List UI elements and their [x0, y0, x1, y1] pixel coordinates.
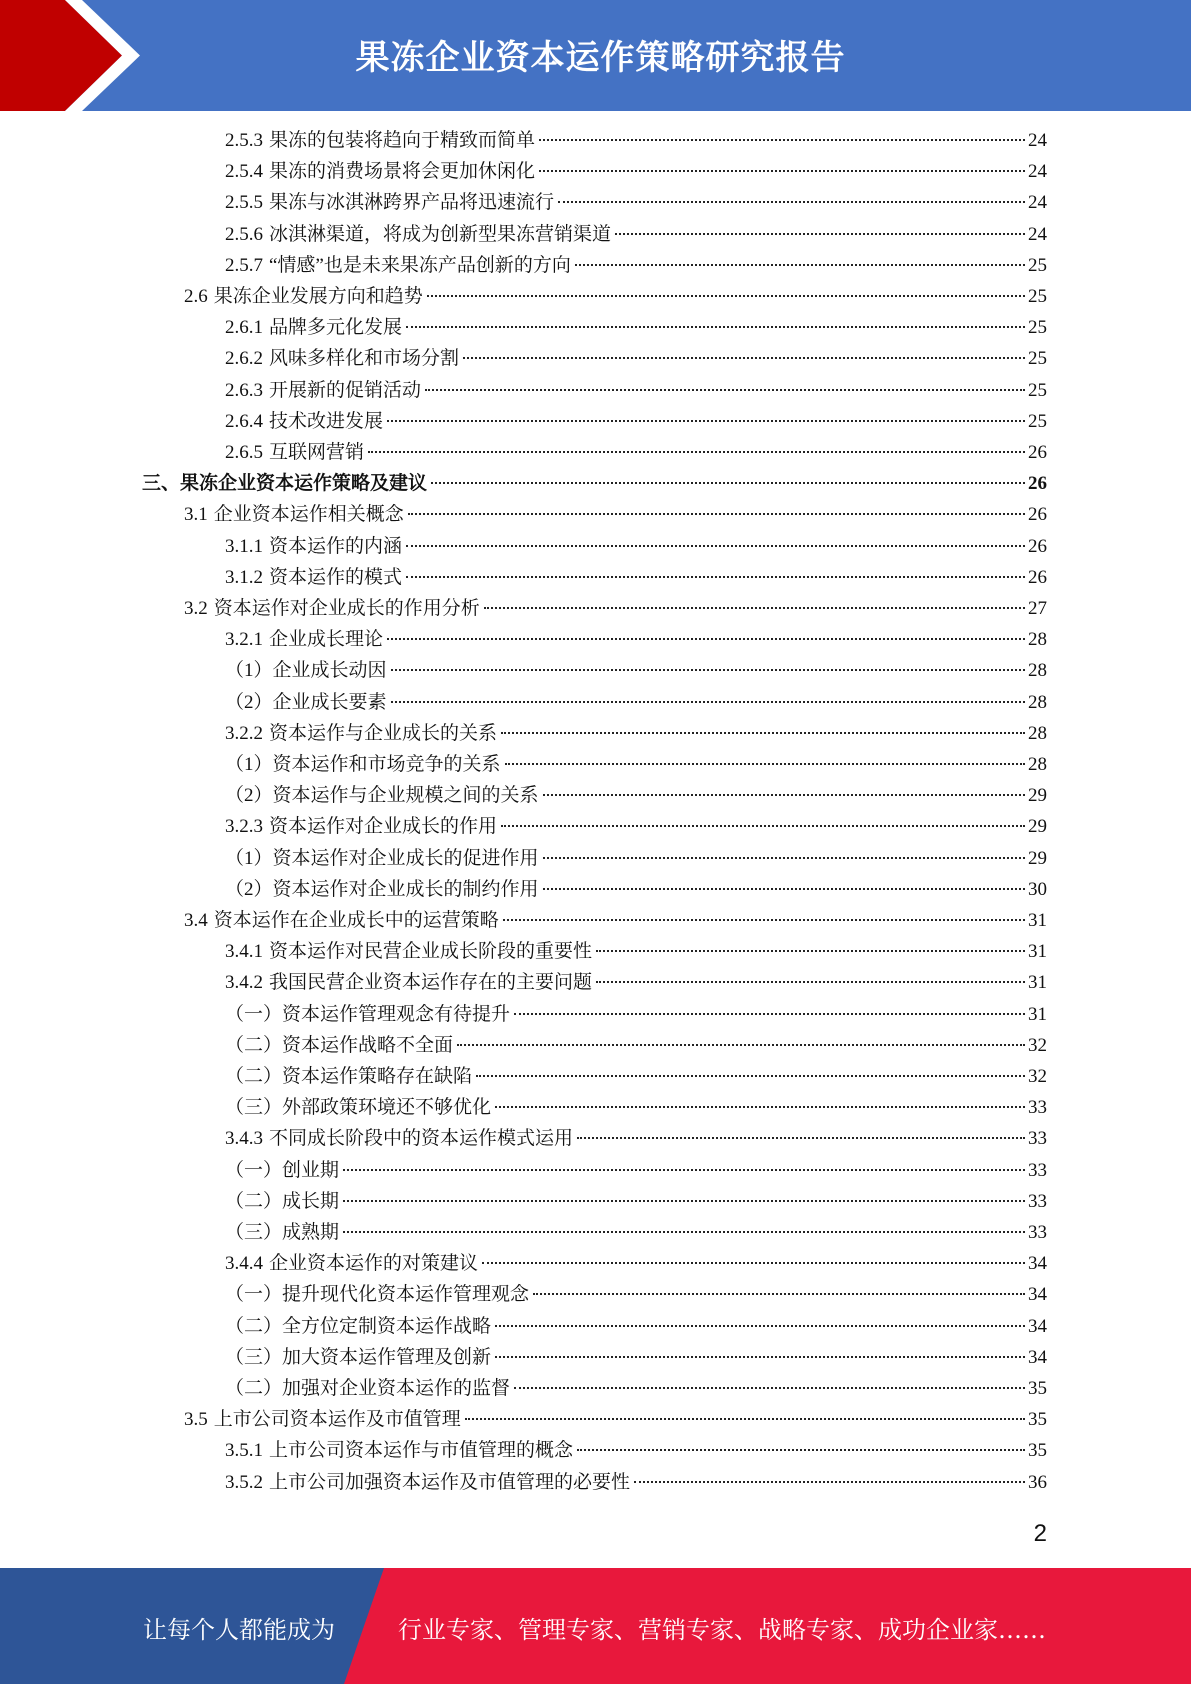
toc-entry-page: 24 [1028, 161, 1047, 183]
toc-entry-title: 资本运作对民营企业成长阶段的重要性 [269, 941, 593, 963]
toc-entry-page: 33 [1028, 1097, 1047, 1119]
toc-entry-title: 风味多样化和市场分割 [269, 348, 460, 370]
toc-dot-leader [514, 1013, 1025, 1015]
toc-entry[interactable] [225, 1095, 1047, 1121]
toc-entry-title: 上市公司加强资本运作及市值管理的必要性 [269, 1471, 631, 1493]
toc-entry-title: 企业资本运作相关概念 [213, 504, 404, 526]
toc-entry-number: 3.2.3 [225, 816, 263, 838]
footer-slogan-left: 让每个人都能成为 [143, 1616, 335, 1644]
toc-dot-leader [406, 326, 1025, 328]
toc-entry-title: 资本运作的模式 [269, 566, 403, 588]
toc-entry-title: 企业成长理论 [269, 629, 384, 651]
toc-dot-leader [495, 1356, 1025, 1358]
toc-entry-page: 26 [1028, 535, 1047, 557]
toc-dot-leader [634, 1481, 1025, 1483]
toc-entry-number: 3.4 [184, 910, 208, 931]
toc-entry-page: 25 [1028, 410, 1047, 432]
toc-entry-page: 25 [1028, 254, 1047, 276]
toc-entry[interactable] [225, 939, 1047, 965]
toc-entry-title: （二）资本运作策略存在缺陷 [225, 1066, 473, 1087]
toc-entry[interactable] [225, 159, 1047, 185]
toc-entry-page: 25 [1028, 317, 1047, 339]
toc-entry-number: 2.5.3 [225, 130, 263, 151]
toc-entry[interactable] [225, 1064, 1047, 1090]
toc-entry-page: 31 [1028, 1003, 1047, 1025]
toc-dot-leader [482, 1262, 1025, 1264]
toc-dot-leader [465, 1418, 1025, 1420]
toc-dot-leader [539, 139, 1025, 141]
toc-entry[interactable] [225, 1251, 1047, 1277]
toc-entry-page: 25 [1028, 286, 1047, 307]
toc-dot-leader [543, 888, 1025, 890]
toc-dot-leader [457, 1044, 1025, 1046]
toc-entry-page: 31 [1028, 910, 1047, 931]
toc-entry[interactable] [142, 471, 1047, 497]
toc-entry-title: （一）创业期 [225, 1159, 340, 1181]
toc-entry-title: （1）资本运作和市场竞争的关系 [225, 754, 501, 775]
toc-entry-title: 不同成长阶段中的资本运作模式运用 [269, 1128, 574, 1150]
toc-entry[interactable] [225, 658, 1047, 684]
toc-entry-number: 3.2.2 [225, 722, 263, 744]
toc-entry-number: 2.6 [184, 286, 208, 307]
toc-entry[interactable] [225, 1345, 1047, 1371]
toc-entry-title: 开展新的促销活动 [269, 379, 422, 401]
toc-entry-title: 果冻的包装将趋向于精致而简单 [269, 130, 536, 151]
toc-entry-title: 上市公司资本运作与市值管理的概念 [269, 1440, 574, 1462]
toc-entry-number: 3.1 [184, 504, 208, 526]
toc-entry-page: 25 [1028, 379, 1047, 401]
toc-entry[interactable] [225, 315, 1047, 341]
toc-entry-page: 29 [1028, 785, 1047, 807]
toc-entry-page: 29 [1028, 816, 1047, 838]
toc-entry[interactable] [184, 908, 1047, 934]
toc-entry[interactable] [225, 721, 1047, 747]
toc-entry-title: （三）外部政策环境还不够优化 [225, 1097, 492, 1119]
toc-entry[interactable] [225, 565, 1047, 591]
toc-entry-title: （二）加强对企业资本运作的监督 [225, 1378, 511, 1399]
toc-entry-number: 2.6.3 [225, 379, 263, 401]
toc-entry-page: 33 [1028, 1222, 1047, 1243]
toc-dot-leader [596, 950, 1025, 952]
toc-entry-title: （二）成长期 [225, 1190, 340, 1212]
toc-entry-number: 3.4.3 [225, 1128, 263, 1150]
toc-entry[interactable] [225, 378, 1047, 404]
toc-dot-leader [575, 264, 1025, 266]
toc-entry-title: 互联网营销 [269, 442, 365, 463]
toc-entry[interactable] [225, 1220, 1047, 1246]
toc-entry-number: 2.6.1 [225, 317, 263, 339]
toc-entry-title: （一）资本运作管理观念有待提升 [225, 1003, 511, 1025]
toc-entry-page: 32 [1028, 1066, 1047, 1087]
toc-entry-title: 我国民营企业资本运作存在的主要问题 [269, 972, 593, 994]
toc-entry-number: 3.4.4 [225, 1253, 263, 1275]
footer-slogan-right: 行业专家、管理专家、营销专家、战略专家、成功企业家…… [398, 1616, 1046, 1644]
toc-entry-title: （三）加大资本运作管理及创新 [225, 1346, 492, 1368]
toc-entry-page: 34 [1028, 1284, 1047, 1306]
toc-entry[interactable] [225, 814, 1047, 840]
toc-dot-leader [484, 607, 1025, 609]
toc-entry-page: 28 [1028, 629, 1047, 651]
page-footer [0, 1568, 1191, 1684]
toc-dot-leader [558, 201, 1025, 203]
toc-entry-title: 上市公司资本运作及市值管理 [213, 1409, 461, 1431]
toc-dot-leader [391, 669, 1025, 671]
toc-entry-title: （三）成熟期 [225, 1222, 340, 1243]
toc-dot-leader [501, 732, 1025, 734]
toc-entry[interactable] [225, 1158, 1047, 1184]
toc-entry-number: 3.2.1 [225, 629, 263, 651]
toc-dot-leader [577, 1449, 1025, 1451]
toc-entry-title: 冰淇淋渠道，将成为创新型果冻营销渠道 [269, 223, 612, 245]
toc-dot-leader [391, 701, 1025, 703]
toc-entry-title: 果冻的消费场景将会更加休闲化 [269, 161, 536, 183]
toc-entry[interactable] [225, 128, 1047, 154]
toc-entry[interactable] [225, 1126, 1047, 1152]
toc-entry[interactable] [184, 596, 1047, 622]
toc-dot-leader [406, 576, 1025, 578]
toc-dot-leader [343, 1200, 1025, 1202]
toc-dot-leader [543, 857, 1025, 859]
toc-entry-page: 28 [1028, 754, 1047, 775]
toc-entry[interactable] [184, 502, 1047, 528]
toc-entry[interactable] [225, 846, 1047, 872]
toc-entry-title: （2）企业成长要素 [225, 691, 387, 713]
toc-entry-page: 34 [1028, 1346, 1047, 1368]
toc-dot-leader [343, 1231, 1025, 1233]
toc-entry[interactable] [225, 440, 1047, 466]
toc-dot-leader [408, 513, 1025, 515]
toc-entry-page: 26 [1028, 442, 1047, 463]
toc-entry[interactable] [225, 1002, 1047, 1028]
toc-entry[interactable] [225, 409, 1047, 435]
toc-entry-page: 28 [1028, 691, 1047, 713]
toc-entry-page: 25 [1028, 348, 1047, 370]
toc-entry-number: 2.5.4 [225, 161, 263, 183]
toc-dot-leader [387, 420, 1025, 422]
toc-entry-page: 28 [1028, 722, 1047, 744]
toc-entry[interactable] [225, 1376, 1047, 1402]
toc-dot-leader [387, 638, 1025, 640]
toc-entry-number: 3.5.2 [225, 1471, 263, 1493]
toc-entry-page: 26 [1028, 566, 1047, 588]
page-number: 2 [1033, 1520, 1047, 1547]
toc-entry-page: 33 [1028, 1190, 1047, 1212]
toc-entry-number: 2.6.5 [225, 442, 263, 463]
toc-entry-title: （1）企业成长动因 [225, 660, 387, 682]
toc-entry-title: 资本运作的内涵 [269, 535, 403, 557]
toc-entry-page: 35 [1028, 1378, 1047, 1399]
toc-entry[interactable] [225, 877, 1047, 903]
toc-entry-number: 3.4.2 [225, 972, 263, 994]
toc-dot-leader [343, 1169, 1025, 1171]
toc-entry-page: 33 [1028, 1159, 1047, 1181]
toc-entry-page: 30 [1028, 878, 1047, 900]
toc-entry[interactable] [225, 1033, 1047, 1059]
toc-entry-page: 24 [1028, 223, 1047, 245]
toc-entry-page: 29 [1028, 847, 1047, 869]
toc-dot-leader [368, 451, 1025, 453]
toc-entry-title: 果冻与冰淇淋跨界产品将迅速流行 [269, 192, 555, 214]
toc-dot-leader [427, 295, 1025, 297]
toc-entry[interactable] [184, 1407, 1047, 1433]
toc-dot-leader [495, 1325, 1025, 1327]
toc-entry-title: “情感”也是未来果冻产品创新的方向 [269, 254, 571, 276]
toc-entry-page: 34 [1028, 1253, 1047, 1275]
toc-entry-number: 3.4.1 [225, 941, 263, 963]
toc-entry[interactable] [225, 1470, 1047, 1496]
toc-entry-page: 31 [1028, 941, 1047, 963]
toc-entry-title: （1）资本运作对企业成长的促进作用 [225, 847, 539, 869]
toc-dot-leader [505, 763, 1025, 765]
toc-entry-title: （2）资本运作与企业规模之间的关系 [225, 785, 539, 807]
toc-entry[interactable] [225, 690, 1047, 716]
toc-entry-title: （一）提升现代化资本运作管理观念 [225, 1284, 530, 1306]
toc-entry[interactable] [225, 970, 1047, 996]
toc-dot-leader [539, 170, 1025, 172]
toc-entry-title: 企业资本运作的对策建议 [269, 1253, 479, 1275]
toc-entry[interactable] [225, 222, 1047, 248]
toc-dot-leader [615, 233, 1025, 235]
toc-entry-page: 26 [1028, 504, 1047, 526]
toc-entry[interactable] [184, 284, 1047, 310]
toc-entry[interactable] [225, 752, 1047, 778]
toc-dot-leader [543, 794, 1025, 796]
toc-entry-title: 三、果冻企业资本运作策略及建议 [142, 473, 428, 495]
toc-entry[interactable] [225, 1438, 1047, 1464]
toc-entry[interactable] [225, 1314, 1047, 1340]
toc-entry[interactable] [225, 190, 1047, 216]
toc-entry-page: 33 [1028, 1128, 1047, 1150]
toc-entry-page: 28 [1028, 660, 1047, 682]
toc-entry[interactable] [225, 783, 1047, 809]
toc-entry-page: 31 [1028, 972, 1047, 994]
toc-entry-number: 3.1.1 [225, 535, 263, 557]
toc-entry-page: 35 [1028, 1440, 1047, 1462]
toc-entry-title: 资本运作对企业成长的作用分析 [213, 598, 480, 619]
toc-dot-leader [577, 1137, 1025, 1139]
toc-entry-title: （二）全方位定制资本运作战略 [225, 1315, 492, 1337]
toc-dot-leader [495, 1106, 1025, 1108]
toc-entry[interactable] [225, 253, 1047, 279]
toc-entry-page: 26 [1028, 473, 1047, 495]
toc-entry-title: （2）资本运作对企业成长的制约作用 [225, 878, 539, 900]
toc-entry-title: 技术改进发展 [269, 410, 384, 432]
toc-entry-title: 资本运作对企业成长的作用 [269, 816, 498, 838]
toc-dot-leader [596, 981, 1025, 983]
toc-entry[interactable] [225, 1189, 1047, 1215]
page-title: 果冻企业资本运作策略研究报告 [355, 38, 846, 78]
toc-dot-leader [463, 357, 1025, 359]
toc-entry-title: 资本运作与企业成长的关系 [269, 722, 498, 744]
toc-entry-title: 果冻企业发展方向和趋势 [213, 286, 423, 307]
toc-entry-page: 32 [1028, 1034, 1047, 1056]
page-header [0, 0, 1191, 111]
toc-entry-page: 36 [1028, 1471, 1047, 1493]
toc-entry-number: 3.5 [184, 1409, 208, 1431]
toc-dot-leader [406, 545, 1025, 547]
toc-dot-leader [533, 1293, 1025, 1295]
toc-entry-number: 3.1.2 [225, 566, 263, 588]
toc-entry-page: 35 [1028, 1409, 1047, 1431]
toc-entry[interactable] [225, 627, 1047, 653]
toc-dot-leader [503, 919, 1025, 921]
toc-entry-page: 34 [1028, 1315, 1047, 1337]
toc-entry-number: 2.6.2 [225, 348, 263, 370]
toc-entry-page: 24 [1028, 130, 1047, 151]
toc-entry[interactable] [225, 1282, 1047, 1308]
toc-dot-leader [431, 482, 1025, 484]
toc-entry-number: 2.5.6 [225, 223, 263, 245]
toc-entry-number: 3.5.1 [225, 1440, 263, 1462]
toc-entry-title: 资本运作在企业成长中的运营策略 [213, 910, 499, 931]
toc-dot-leader [425, 389, 1025, 391]
toc-entry-number: 3.2 [184, 598, 208, 619]
toc-entry-number: 2.5.5 [225, 192, 263, 214]
toc-entry-number: 2.6.4 [225, 410, 263, 432]
toc-entry-number: 2.5.7 [225, 254, 263, 276]
toc-entry[interactable] [225, 346, 1047, 372]
toc-entry[interactable] [225, 534, 1047, 560]
toc-entry-page: 24 [1028, 192, 1047, 214]
toc-entry-title: 品牌多元化发展 [269, 317, 403, 339]
toc-dot-leader [501, 825, 1025, 827]
toc-entry-page: 27 [1028, 598, 1047, 619]
toc-entry-title: （二）资本运作战略不全面 [225, 1034, 454, 1056]
toc-dot-leader [514, 1387, 1025, 1389]
toc-dot-leader [476, 1075, 1025, 1077]
